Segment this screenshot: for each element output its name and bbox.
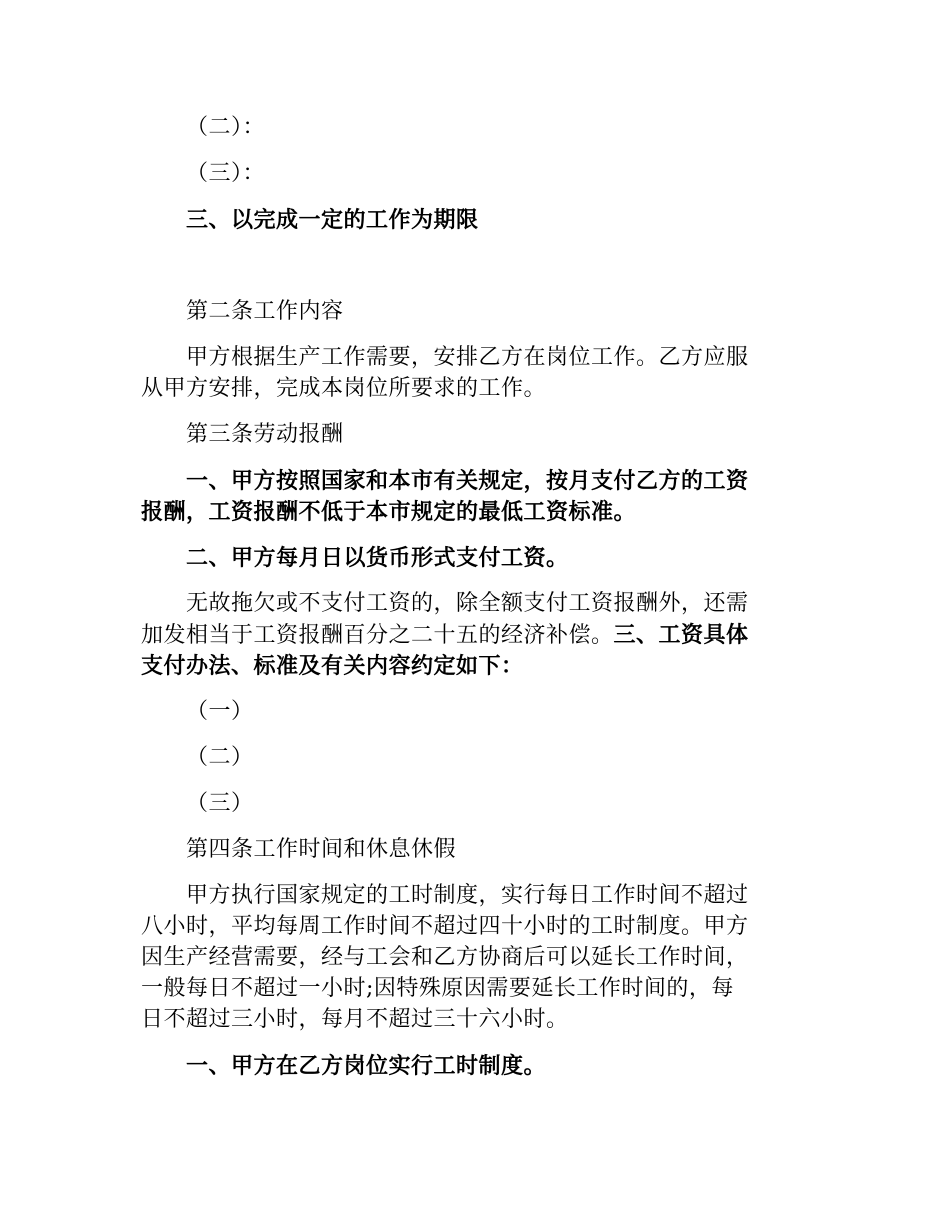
paragraph-line: （三）： <box>186 161 266 186</box>
paragraph-line: 报酬，工资报酬不低于本市规定的最低工资标准。 <box>141 499 637 525</box>
paragraph-line: 二、甲方每月日以货币形式支付工资。 <box>186 545 569 571</box>
paragraph-line: 一般每日不超过一小时;因特殊原因需要延长工作时间的，每 <box>141 976 734 1001</box>
article-heading: 第二条工作内容 <box>186 299 344 324</box>
paragraph-line: 无故拖欠或不支付工资的，除全额支付工资报酬外，还需 <box>186 591 749 616</box>
paragraph-line: 从甲方安排，完成本岗位所要求的工作。 <box>141 376 547 401</box>
list-item: （三） <box>186 791 254 816</box>
list-item: （一） <box>186 699 254 724</box>
paragraph-line: 甲方执行国家规定的工时制度，实行每日工作时间不超过 <box>186 883 749 908</box>
paragraph-line: 一、甲方在乙方岗位实行工时制度。 <box>186 1053 547 1079</box>
list-item: （二） <box>186 745 254 770</box>
article-heading: 第三条劳动报酬 <box>186 422 344 447</box>
paragraph-line: 甲方根据生产工作需要，安排乙方在岗位工作。乙方应服 <box>186 345 749 370</box>
paragraph-line: 八小时，平均每周工作时间不超过四十小时的工时制度。甲方 <box>141 914 749 939</box>
paragraph-line: （二）： <box>186 115 266 140</box>
paragraph-line: 日不超过三小时，每月不超过三十六小时。 <box>141 1007 569 1032</box>
paragraph-line: 一、甲方按照国家和本市有关规定，按月支付乙方的工资 <box>186 468 749 494</box>
paragraph-text: 加发相当于工资报酬百分之二十五的经济补偿。 <box>141 623 614 648</box>
paragraph-text-bold: 三、工资具体 <box>613 622 749 648</box>
paragraph-line <box>141 620 811 651</box>
article-heading: 第四条工作时间和休息休假 <box>186 837 457 862</box>
paragraph-line: 因生产经营需要，经与工会和乙方协商后可以延长工作时间， <box>141 945 749 970</box>
section-heading: 三、以完成一定的工作为期限 <box>186 207 479 233</box>
paragraph-line: 支付办法、标准及有关内容约定如下： <box>141 653 524 679</box>
